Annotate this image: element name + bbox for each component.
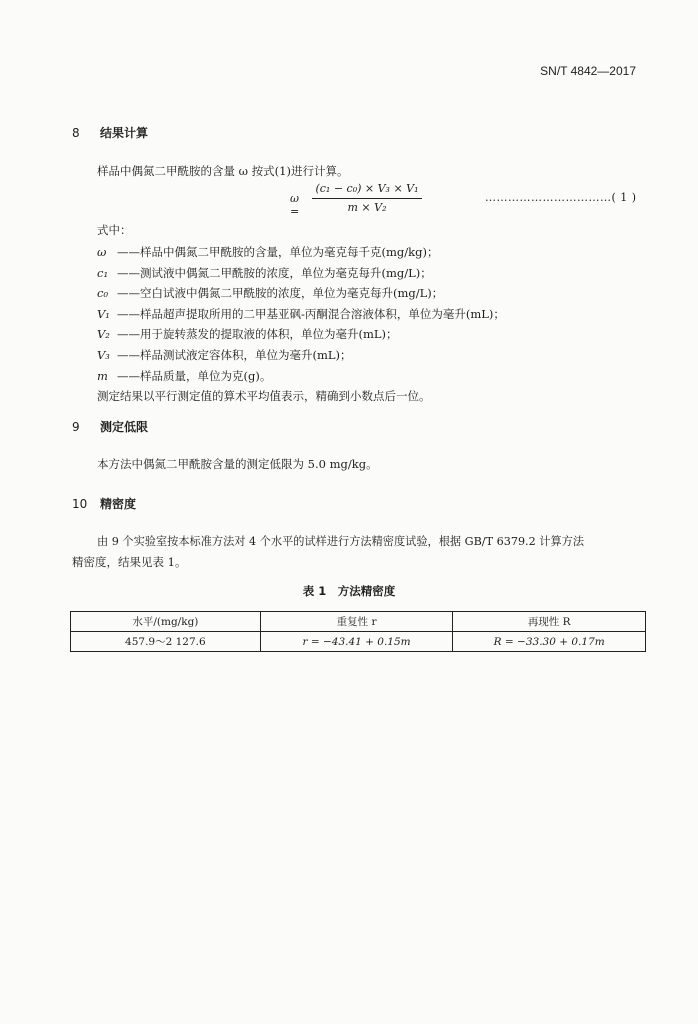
definition-item — [97, 366, 505, 387]
definition-item — [97, 263, 505, 284]
result-note: 测定结果以平行测定值的算术平均值表示，精确到小数点后一位。 — [97, 389, 431, 404]
section-number: 8 — [72, 126, 80, 140]
definition-text: ——样品超声提取所用的二甲基亚砜-丙酮混合溶液体积，单位为毫升(mL)； — [117, 306, 505, 321]
section-10-text-line2: 精密度，结果见表 1。 — [72, 555, 187, 569]
column-header-level: 水平/(mg/kg) — [71, 612, 261, 632]
section-number: 10 — [72, 497, 88, 511]
table-header-row — [71, 612, 646, 632]
section-title: 测定低限 — [100, 420, 149, 434]
definition-symbol: c₀ — [97, 286, 109, 301]
formula-leader — [485, 191, 637, 204]
table-cell-repeatability: r = −43.41 + 0.15m — [260, 632, 453, 652]
where-label: 式中： — [97, 223, 132, 237]
definition-text: ——用于旋转蒸发的提取液的体积，单位为毫升(mL)； — [117, 327, 398, 342]
definition-list — [97, 242, 505, 407]
section-8-heading — [72, 124, 148, 141]
definition-item — [97, 242, 505, 263]
equation-number: ( 1 ) — [611, 191, 637, 204]
table-cell-level: 457.9～2 127.6 — [71, 632, 261, 652]
definition-symbol: ω — [97, 245, 107, 259]
definition-symbol: V₃ — [97, 347, 110, 362]
column-header-repeatability: 重复性 r — [260, 612, 453, 632]
definition-symbol: V₁ — [97, 306, 110, 321]
definition-text: ——测试液中偶氮二甲酰胺的浓度，单位为毫克每升(mg/L)； — [117, 265, 432, 280]
definition-symbol: m — [97, 368, 108, 383]
definition-item — [97, 345, 505, 366]
definition-text: ——样品测试液定容体积，单位为毫升(mL)； — [117, 347, 352, 362]
section-title: 结果计算 — [100, 126, 149, 140]
definition-symbol: c₁ — [97, 265, 109, 280]
table-title: 表 1 方法精密度 — [302, 584, 396, 598]
definition-text: ——样品中偶氮二甲酰胺的含量，单位为毫克每千克(mg/kg)； — [117, 245, 439, 259]
section-number: 9 — [72, 420, 80, 434]
standard-code: SN/T 4842—2017 — [540, 64, 636, 78]
definition-item — [97, 304, 505, 325]
formula-intro: 样品中偶氮二甲酰胺的含量 ω 按式(1)进行计算。 — [97, 164, 349, 178]
definition-item — [97, 283, 505, 304]
definition-text: ——样品质量，单位为克(g)。 — [117, 368, 272, 383]
table-cell-reproducibility: R = −33.30 + 0.17m — [453, 632, 646, 652]
section-10-heading — [72, 495, 136, 512]
formula-denominator: m × V₂ — [347, 201, 387, 214]
column-header-reproducibility: 再现性 R — [453, 612, 646, 632]
definition-text: ——空白试液中偶氮二甲酰胺的浓度，单位为毫克每升(mg/L)； — [117, 286, 444, 301]
section-10-text-line1: 由 9 个实验室按本标准方法对 4 个水平的试样进行方法精密度试验，根据 GB/T 6379.2 计算方法 — [97, 535, 585, 548]
definition-symbol: V₂ — [97, 327, 110, 342]
section-title: 精密度 — [100, 497, 137, 511]
formula-numerator: (c₁ − c₀) × V₃ × V₁ — [312, 182, 422, 199]
section-9-heading — [72, 418, 148, 435]
formula-dots: …………………………… — [485, 191, 612, 204]
definition-item — [97, 324, 505, 345]
precision-table — [70, 611, 646, 652]
formula-lhs: ω = — [290, 192, 300, 218]
section-9-text: 本方法中偶氮二甲酰胺含量的测定低限为 5.0 mg/kg。 — [97, 457, 378, 471]
table-row — [71, 632, 646, 652]
